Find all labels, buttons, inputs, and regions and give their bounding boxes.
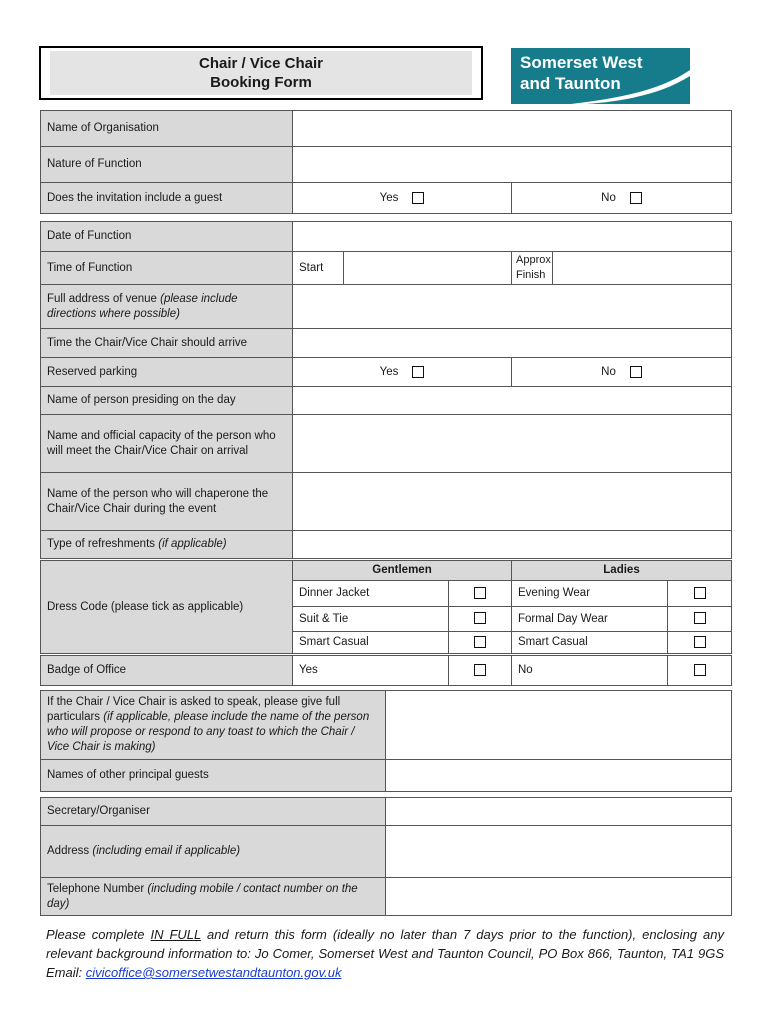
- approx-label: Approx: [516, 254, 551, 266]
- organiser-address-label: [41, 826, 386, 878]
- guests-field[interactable]: [386, 760, 732, 792]
- telephone-field[interactable]: [386, 878, 732, 916]
- time-label: Time of Function: [41, 252, 293, 285]
- chaperone-label: Name of the person who will chaperone the Chair/Vice Chair during the event: [41, 473, 293, 531]
- gent-option-3-cell: [449, 632, 512, 654]
- guest-yes-cell: [293, 183, 512, 214]
- badge-yes-checkbox[interactable]: [474, 664, 486, 676]
- gent-smart-casual-checkbox[interactable]: [474, 636, 486, 648]
- guest-yes-label: Yes: [379, 191, 399, 204]
- lady-option-1: Evening Wear: [512, 581, 668, 607]
- in-full-emphasis: IN FULL: [150, 927, 202, 942]
- speech-field[interactable]: [386, 691, 732, 760]
- dress-code-label: Dress Code (please tick as applicable): [41, 561, 293, 654]
- badge-no-label: No: [512, 656, 668, 686]
- venue-address-label: [41, 285, 293, 329]
- gentlemen-header: Gentlemen: [293, 561, 512, 581]
- finish-label: Finish: [516, 269, 546, 281]
- meet-field[interactable]: [293, 415, 732, 473]
- function-field[interactable]: [293, 147, 732, 183]
- organisation-field[interactable]: [293, 111, 732, 147]
- badge-yes-label: Yes: [293, 656, 449, 686]
- venue-address-field[interactable]: [293, 285, 732, 329]
- council-logo: [511, 48, 690, 104]
- lady-option-1-cell: [668, 581, 732, 607]
- gent-option-2: Suit & Tie: [293, 607, 449, 632]
- parking-yes-cell: [293, 358, 512, 387]
- logo-text-line-2: and Taunton: [520, 74, 621, 93]
- secretary-label: Secretary/Organiser: [41, 798, 386, 826]
- start-time-field[interactable]: [344, 252, 512, 285]
- telephone-note: (including mobile / contact number on the day): [47, 882, 358, 910]
- organiser-address-field[interactable]: [386, 826, 732, 878]
- guest-no-checkbox[interactable]: [630, 192, 642, 204]
- email-link[interactable]: civicoffice@somersetwestandtaunton.gov.uk: [85, 965, 342, 980]
- function-details-table: [40, 221, 732, 559]
- badge-label: Badge of Office: [41, 656, 293, 686]
- speech-text: If the Chair / Vice Chair is asked to speak, please give full particulars: [47, 696, 341, 723]
- organiser-table: [40, 797, 732, 916]
- guests-label: Names of other principal guests: [41, 760, 386, 792]
- refreshments-label: [41, 531, 293, 559]
- ladies-header: Ladies: [512, 561, 732, 581]
- date-field[interactable]: [293, 222, 732, 252]
- evening-wear-checkbox[interactable]: [694, 587, 706, 599]
- guest-no-cell: [512, 183, 732, 214]
- lady-option-2: Formal Day Wear: [512, 607, 668, 632]
- parking-no-checkbox[interactable]: [630, 366, 642, 378]
- refreshments-text: Type of refreshments: [47, 538, 156, 550]
- telephone-label: [41, 878, 386, 916]
- badge-no-cell: [668, 656, 732, 686]
- secretary-field[interactable]: [386, 798, 732, 826]
- badge-no-checkbox[interactable]: [694, 664, 706, 676]
- logo-text-line-1: Somerset West: [520, 53, 643, 72]
- dinner-jacket-checkbox[interactable]: [474, 587, 486, 599]
- refreshments-note: (if applicable): [158, 538, 227, 550]
- parking-yes-label: Yes: [379, 365, 399, 378]
- dress-code-table: [40, 560, 732, 654]
- speech-table: [40, 690, 732, 792]
- organisation-label: Name of Organisation: [41, 111, 293, 147]
- footer-text-start: Please complete: [46, 927, 151, 942]
- organisation-table: [40, 110, 732, 214]
- chaperone-field[interactable]: [293, 473, 732, 531]
- gent-option-2-cell: [449, 607, 512, 632]
- guest-yes-checkbox[interactable]: [412, 192, 424, 204]
- organiser-address-text: Address: [47, 845, 90, 857]
- return-instructions: [46, 925, 724, 982]
- suit-tie-checkbox[interactable]: [474, 612, 486, 624]
- parking-no-label: No: [601, 365, 616, 378]
- arrive-time-label: Time the Chair/Vice Chair should arrive: [41, 329, 293, 358]
- lady-option-3-cell: [668, 632, 732, 654]
- lady-option-2-cell: [668, 607, 732, 632]
- telephone-text: Telephone Number: [47, 882, 145, 895]
- gent-option-1-cell: [449, 581, 512, 607]
- page-title: [50, 51, 472, 95]
- lady-option-3: Smart Casual: [512, 632, 668, 654]
- speech-note: (if applicable, please include the name of the person who will propose or respond to any toast to which the Chair / Vice Chair is making): [47, 711, 370, 753]
- venue-address-text: Full address of venue: [47, 292, 157, 305]
- guest-no-label: No: [601, 191, 616, 204]
- title-line-2: Booking Form: [210, 74, 312, 91]
- gent-option-1: Dinner Jacket: [293, 581, 449, 607]
- parking-label: Reserved parking: [41, 358, 293, 387]
- function-label: Nature of Function: [41, 147, 293, 183]
- approx-finish-label: [512, 252, 553, 285]
- gent-option-3: Smart Casual: [293, 632, 449, 654]
- guest-label: Does the invitation include a guest: [41, 183, 293, 214]
- presiding-field[interactable]: [293, 387, 732, 415]
- meet-label: Name and official capacity of the person who will meet the Chair/Vice Chair on arrival: [41, 415, 293, 473]
- arrive-time-field[interactable]: [293, 329, 732, 358]
- finish-time-field[interactable]: [553, 252, 732, 285]
- date-label: Date of Function: [41, 222, 293, 252]
- badge-table: [40, 655, 732, 686]
- footer-text-body: and return this form (ideally no later than 7 days prior to the function), enclosing any relevant background information to: Jo Comer, Somerset West and Taunton Council, PO Box 866, Taunton, TA1 9GS Email:: [46, 927, 724, 980]
- title-box: [39, 46, 483, 100]
- badge-yes-cell: [449, 656, 512, 686]
- speech-label: [41, 691, 386, 760]
- parking-yes-checkbox[interactable]: [412, 366, 424, 378]
- refreshments-field[interactable]: [293, 531, 732, 559]
- parking-no-cell: [512, 358, 732, 387]
- formal-day-wear-checkbox[interactable]: [694, 612, 706, 624]
- title-line-1: Chair / Vice Chair: [199, 55, 323, 72]
- start-label: Start: [293, 252, 344, 285]
- presiding-label: Name of person presiding on the day: [41, 387, 293, 415]
- venue-address-note: (please include directions where possible): [47, 292, 238, 320]
- organiser-address-note: (including email if applicable): [92, 845, 241, 857]
- lady-smart-casual-checkbox[interactable]: [694, 636, 706, 648]
